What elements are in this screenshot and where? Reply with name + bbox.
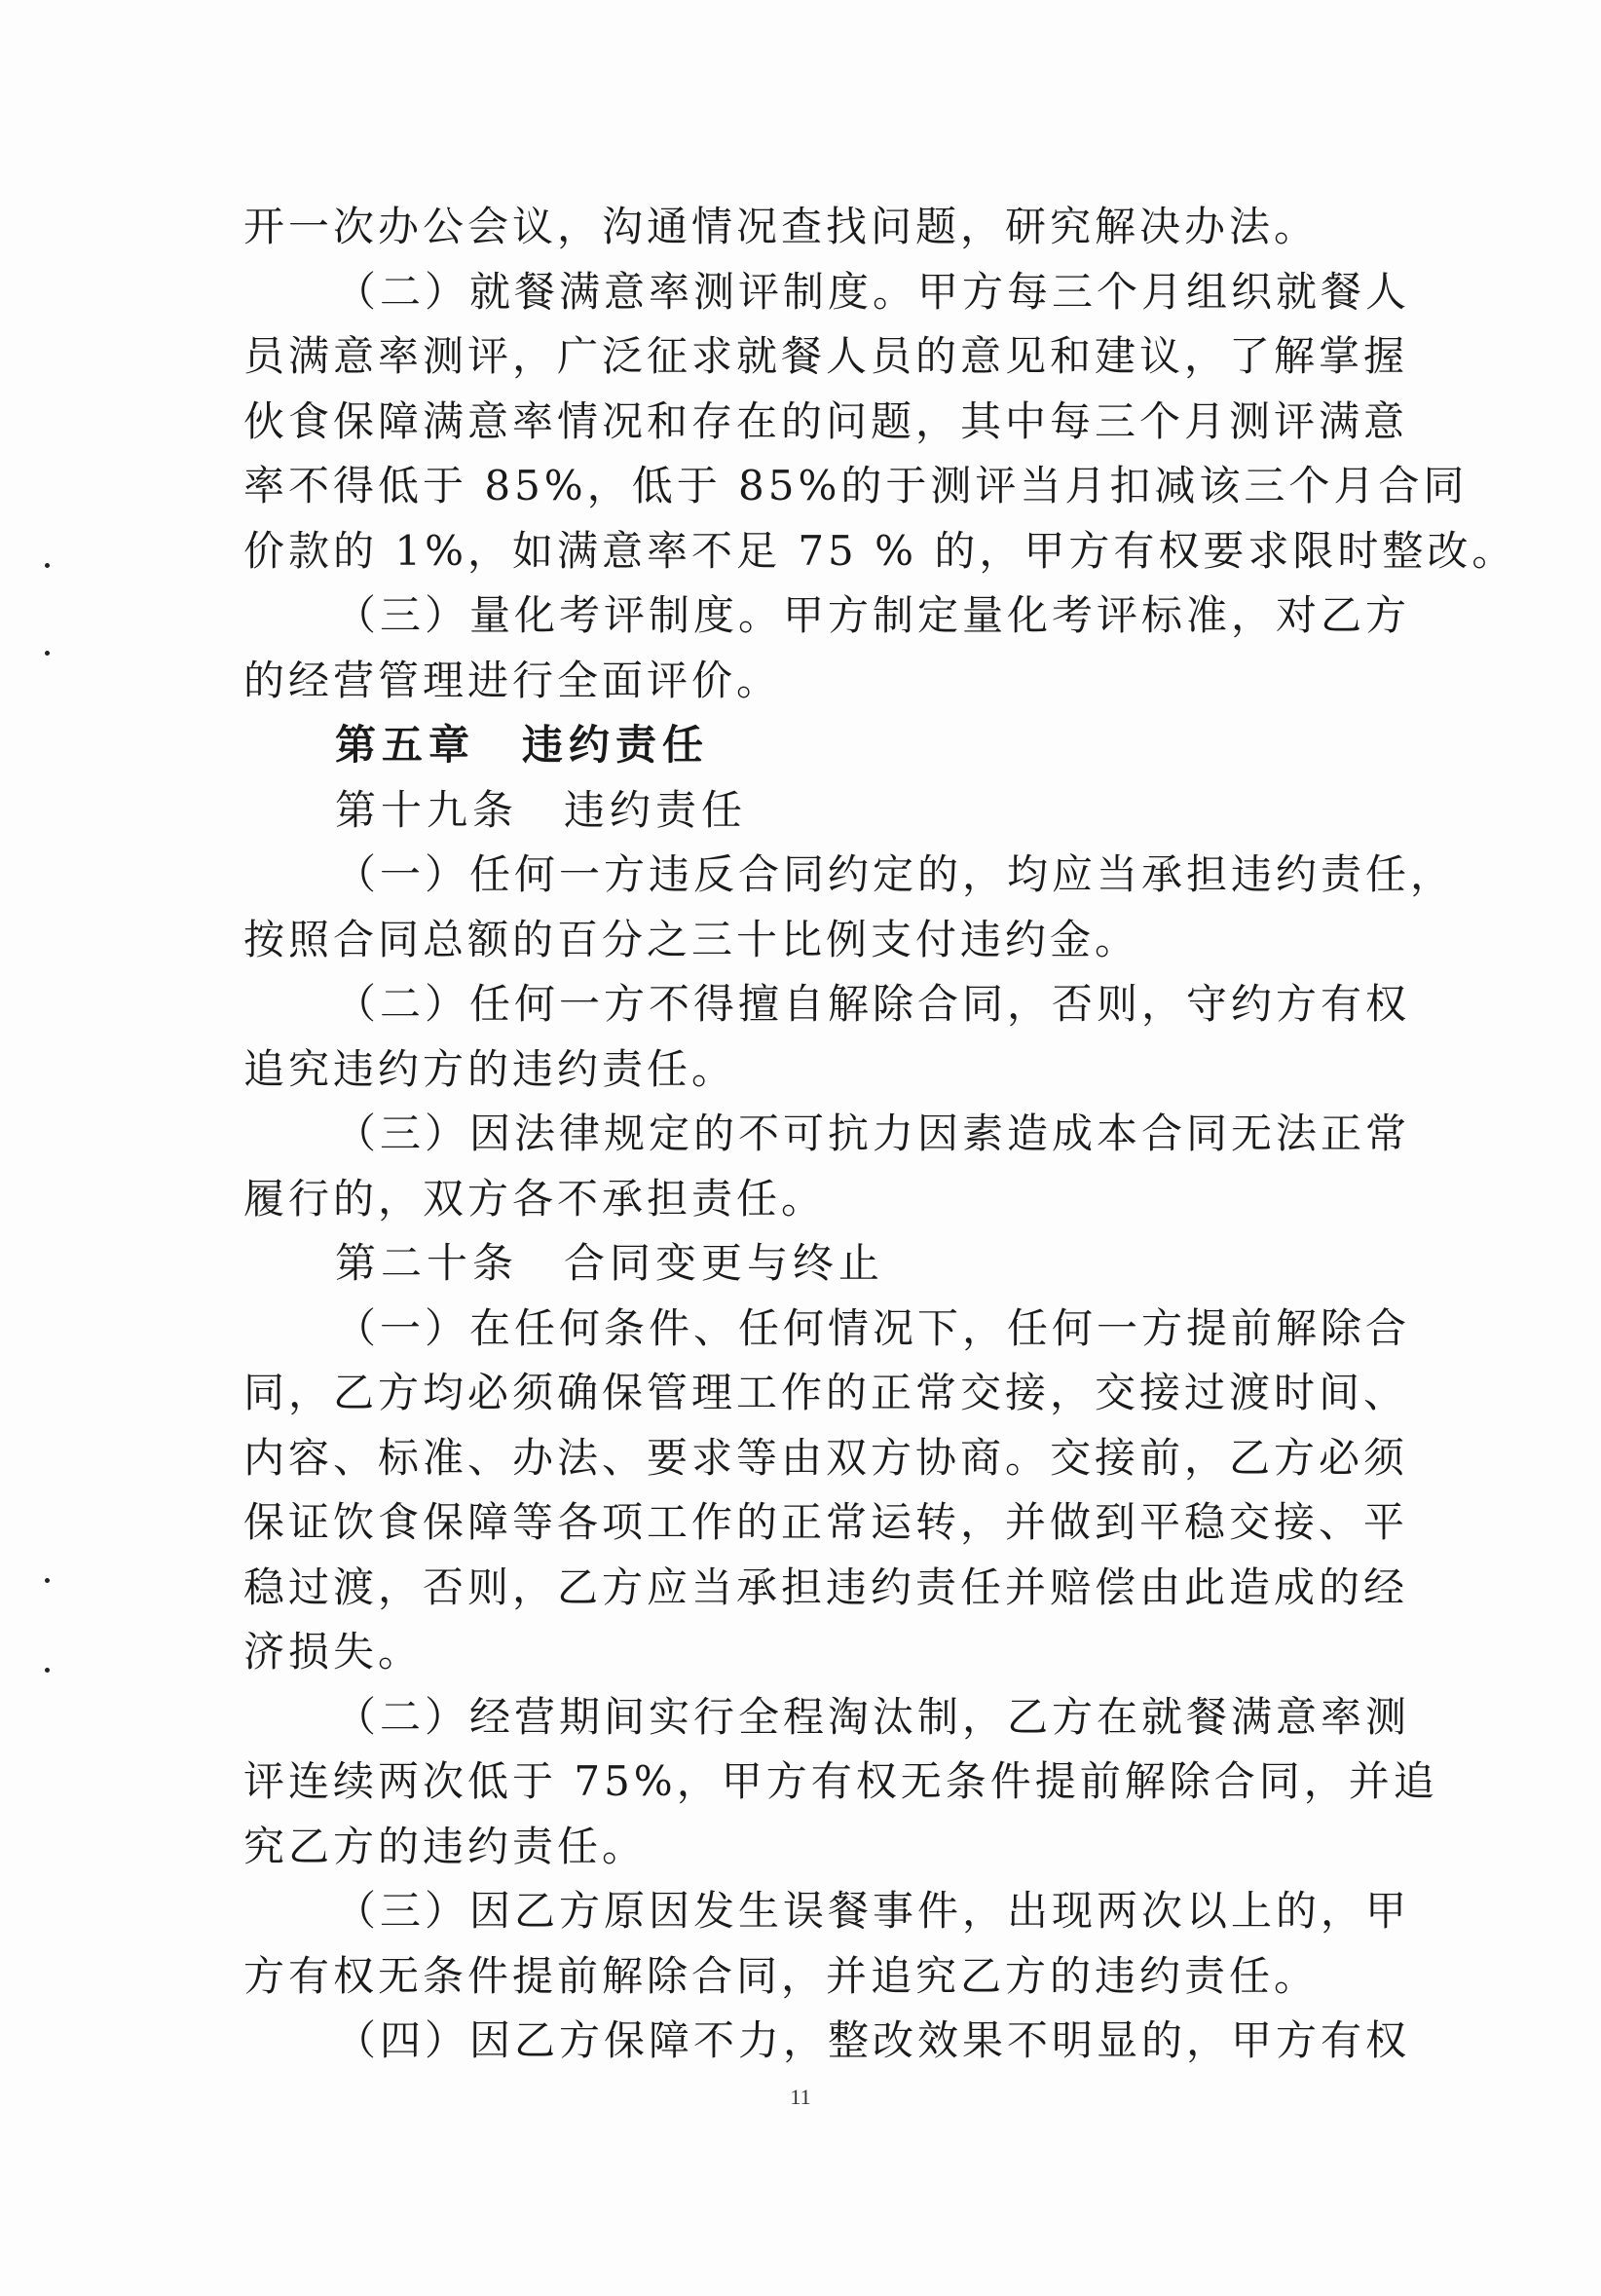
- text-line: （三）因法律规定的不可抗力因素造成本合同无法正常: [335, 1110, 1411, 1157]
- text-line: 究乙方的违约责任。: [243, 1822, 648, 1870]
- text-line: （三）因乙方原因发生误餐事件，出现两次以上的，甲: [335, 1887, 1411, 1935]
- text-line: （二）就餐满意率测评制度。甲方每三个月组织就餐人: [335, 267, 1411, 316]
- binding-hole-mark: [45, 563, 50, 568]
- binding-hole-mark: [45, 1578, 50, 1583]
- chapter-heading: 第五章 违约责任: [335, 721, 710, 769]
- binding-hole-mark: [45, 651, 50, 656]
- text-line: 价款的 1%，如满意率不足 75 % 的，甲方有权要求限时整改。: [243, 526, 1517, 575]
- text-line: 同，乙方均必须确保管理工作的正常交接，交接过渡时间、: [243, 1369, 1409, 1416]
- text-line: 的经营管理进行全面评价。: [243, 656, 782, 704]
- text-line: 评连续两次低于 75%，甲方有权无条件提前解除合同，并追: [243, 1757, 1438, 1805]
- article-heading: 第二十条 合同变更与终止: [335, 1239, 885, 1287]
- text-line: 按照合同总额的百分之三十比例支付违约金。: [243, 915, 1140, 963]
- text-line: 追究违约方的违约责任。: [243, 1044, 737, 1093]
- text-line: 伙食保障满意率情况和存在的问题，其中每三个月测评满意: [243, 396, 1409, 445]
- text-line: 率不得低于 85%，低于 85%的于测评当月扣减该三个月合同: [243, 462, 1469, 509]
- text-line: 开一次办公会议，沟通情况查找问题，研究解决办法。: [243, 203, 1320, 250]
- text-line: （二）经营期间实行全程淘汰制，乙方在就餐满意率测: [335, 1692, 1411, 1741]
- text-line: （一）任何一方违反合同约定的，均应当承担违约责任，: [335, 850, 1456, 898]
- binding-hole-mark: [45, 1668, 50, 1673]
- text-line: 保证饮食保障等各项工作的正常运转，并做到平稳交接、平: [243, 1498, 1409, 1546]
- text-line: （一）在任何条件、任何情况下，任何一方提前解除合: [335, 1303, 1411, 1352]
- document-body: [243, 195, 1517, 2074]
- article-heading: 第十九条 违约责任: [335, 785, 748, 834]
- text-line: 履行的，双方各不承担责任。: [243, 1174, 827, 1223]
- text-line: 济损失。: [243, 1628, 424, 1675]
- text-line: 方有权无条件提前解除合同，并追究乙方的违约责任。: [243, 1951, 1320, 2000]
- text-line: 内容、标准、办法、要求等由双方协商。交接前，乙方必须: [243, 1433, 1409, 1482]
- text-line: （三）量化考评制度。甲方制定量化考评标准，对乙方: [335, 591, 1411, 639]
- text-line: （四）因乙方保障不力，整改效果不明显的，甲方有权: [335, 2016, 1411, 2064]
- page-number: 11: [790, 2085, 811, 2109]
- text-line: 员满意率测评，广泛征求就餐人员的意见和建议，了解掌握: [243, 332, 1409, 380]
- text-line: 稳过渡，否则，乙方应当承担违约责任并赔偿由此造成的经: [243, 1562, 1409, 1611]
- text-line: （二）任何一方不得擅自解除合同，否则，守约方有权: [335, 980, 1411, 1028]
